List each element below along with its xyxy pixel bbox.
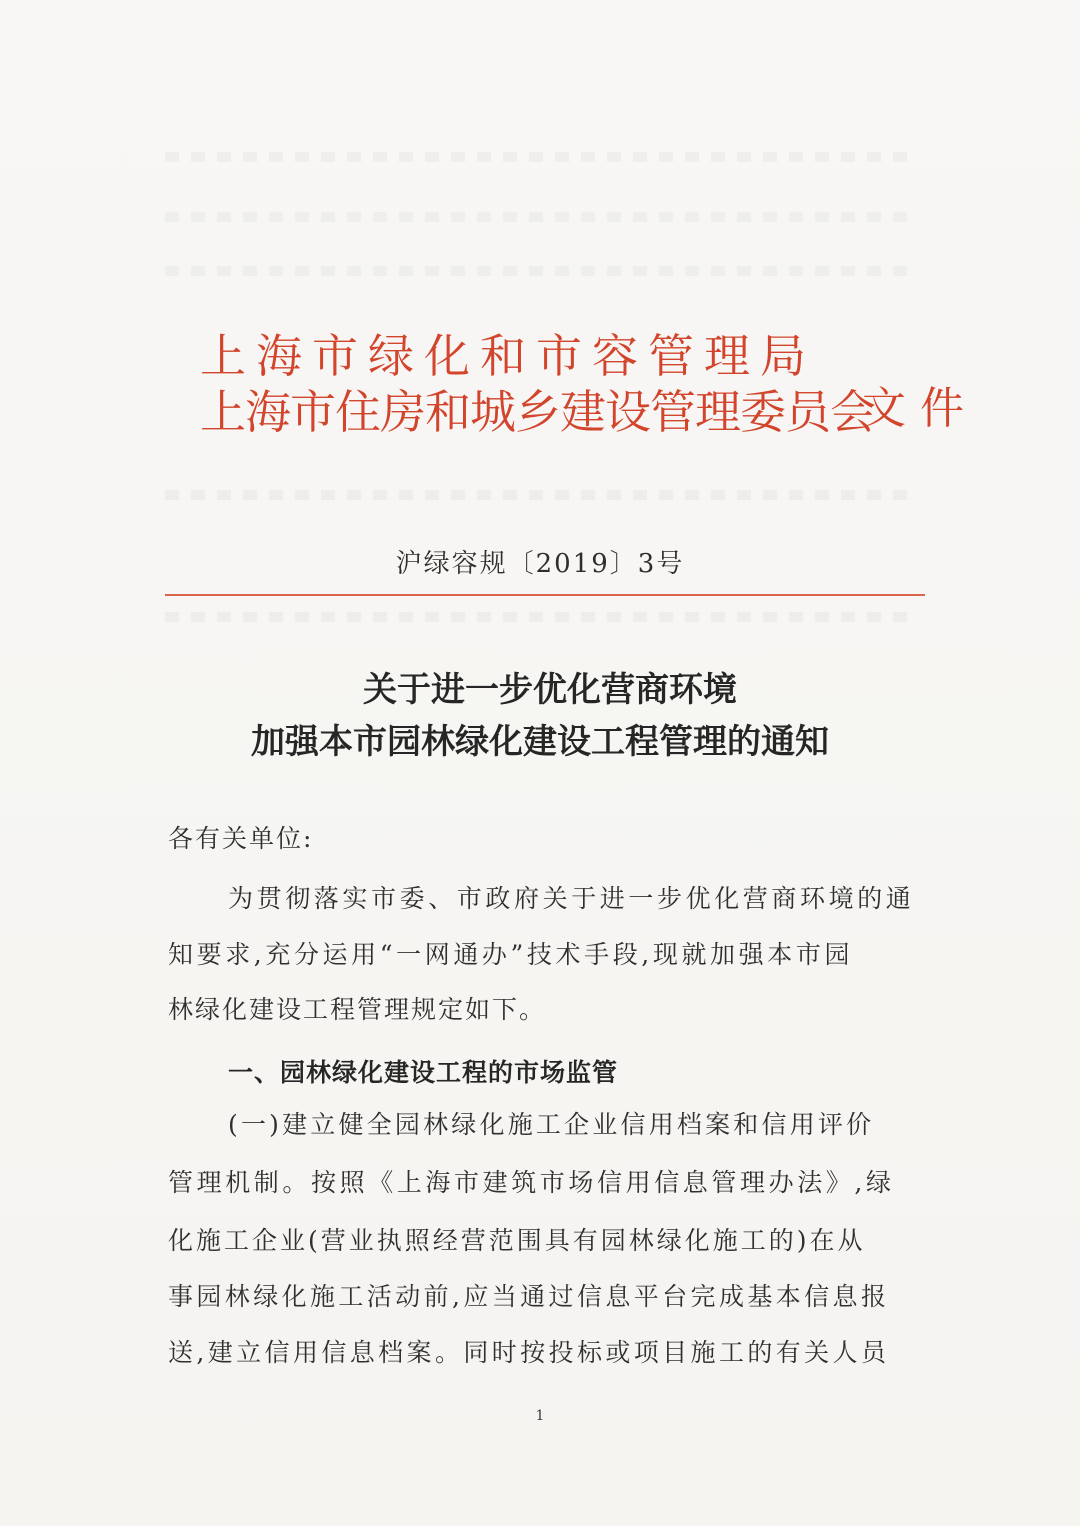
bleed-through-mark — [165, 266, 915, 276]
salutation: 各有关单位: — [168, 824, 314, 853]
issuer-name-2: 上海市住房和城乡建设管理委员会 — [200, 385, 875, 439]
paragraph-line: 化施工企业(营业执照经营范围具有园林绿化施工的)在从 — [168, 1226, 866, 1255]
paragraph-line: 为贯彻落实市委、市政府关于进一步优化营商环境的通 — [228, 884, 915, 913]
paragraph-line: 林绿化建设工程管理规定如下。 — [168, 995, 547, 1024]
issuer-suffix: 文件 — [862, 383, 978, 434]
issuer-name-1: 上海市绿化和市容管理局 — [200, 329, 816, 383]
page-number: 1 — [535, 1408, 545, 1424]
paragraph-line: (一)建立健全园林绿化施工企业信用档案和信用评价 — [228, 1110, 875, 1139]
document-title-line-2: 加强本市园林绿化建设工程管理的通知 — [251, 722, 829, 762]
paragraph-line: 送,建立信用信息档案。同时按投标或项目施工的有关人员 — [168, 1338, 890, 1367]
bleed-through-mark — [165, 152, 915, 162]
bleed-through-mark — [165, 212, 915, 222]
paragraph-line: 事园林绿化施工活动前,应当通过信息平台完成基本信息报 — [168, 1282, 890, 1311]
section-heading: 一、园林绿化建设工程的市场监管 — [228, 1058, 619, 1087]
paragraph-line: 管理机制。按照《上海市建筑市场信用信息管理办法》,绿 — [168, 1168, 895, 1197]
document-number: 沪绿容规〔2019〕3号 — [395, 549, 685, 579]
issuer-header — [200, 330, 980, 460]
bleed-through-mark — [165, 612, 915, 622]
red-divider-rule — [165, 594, 925, 596]
paragraph-line: 知要求,充分运用“一网通办”技术手段,现就加强本市园 — [168, 940, 854, 969]
document-title-line-1: 关于进一步优化营商环境 — [363, 670, 737, 710]
bleed-through-mark — [165, 490, 915, 500]
